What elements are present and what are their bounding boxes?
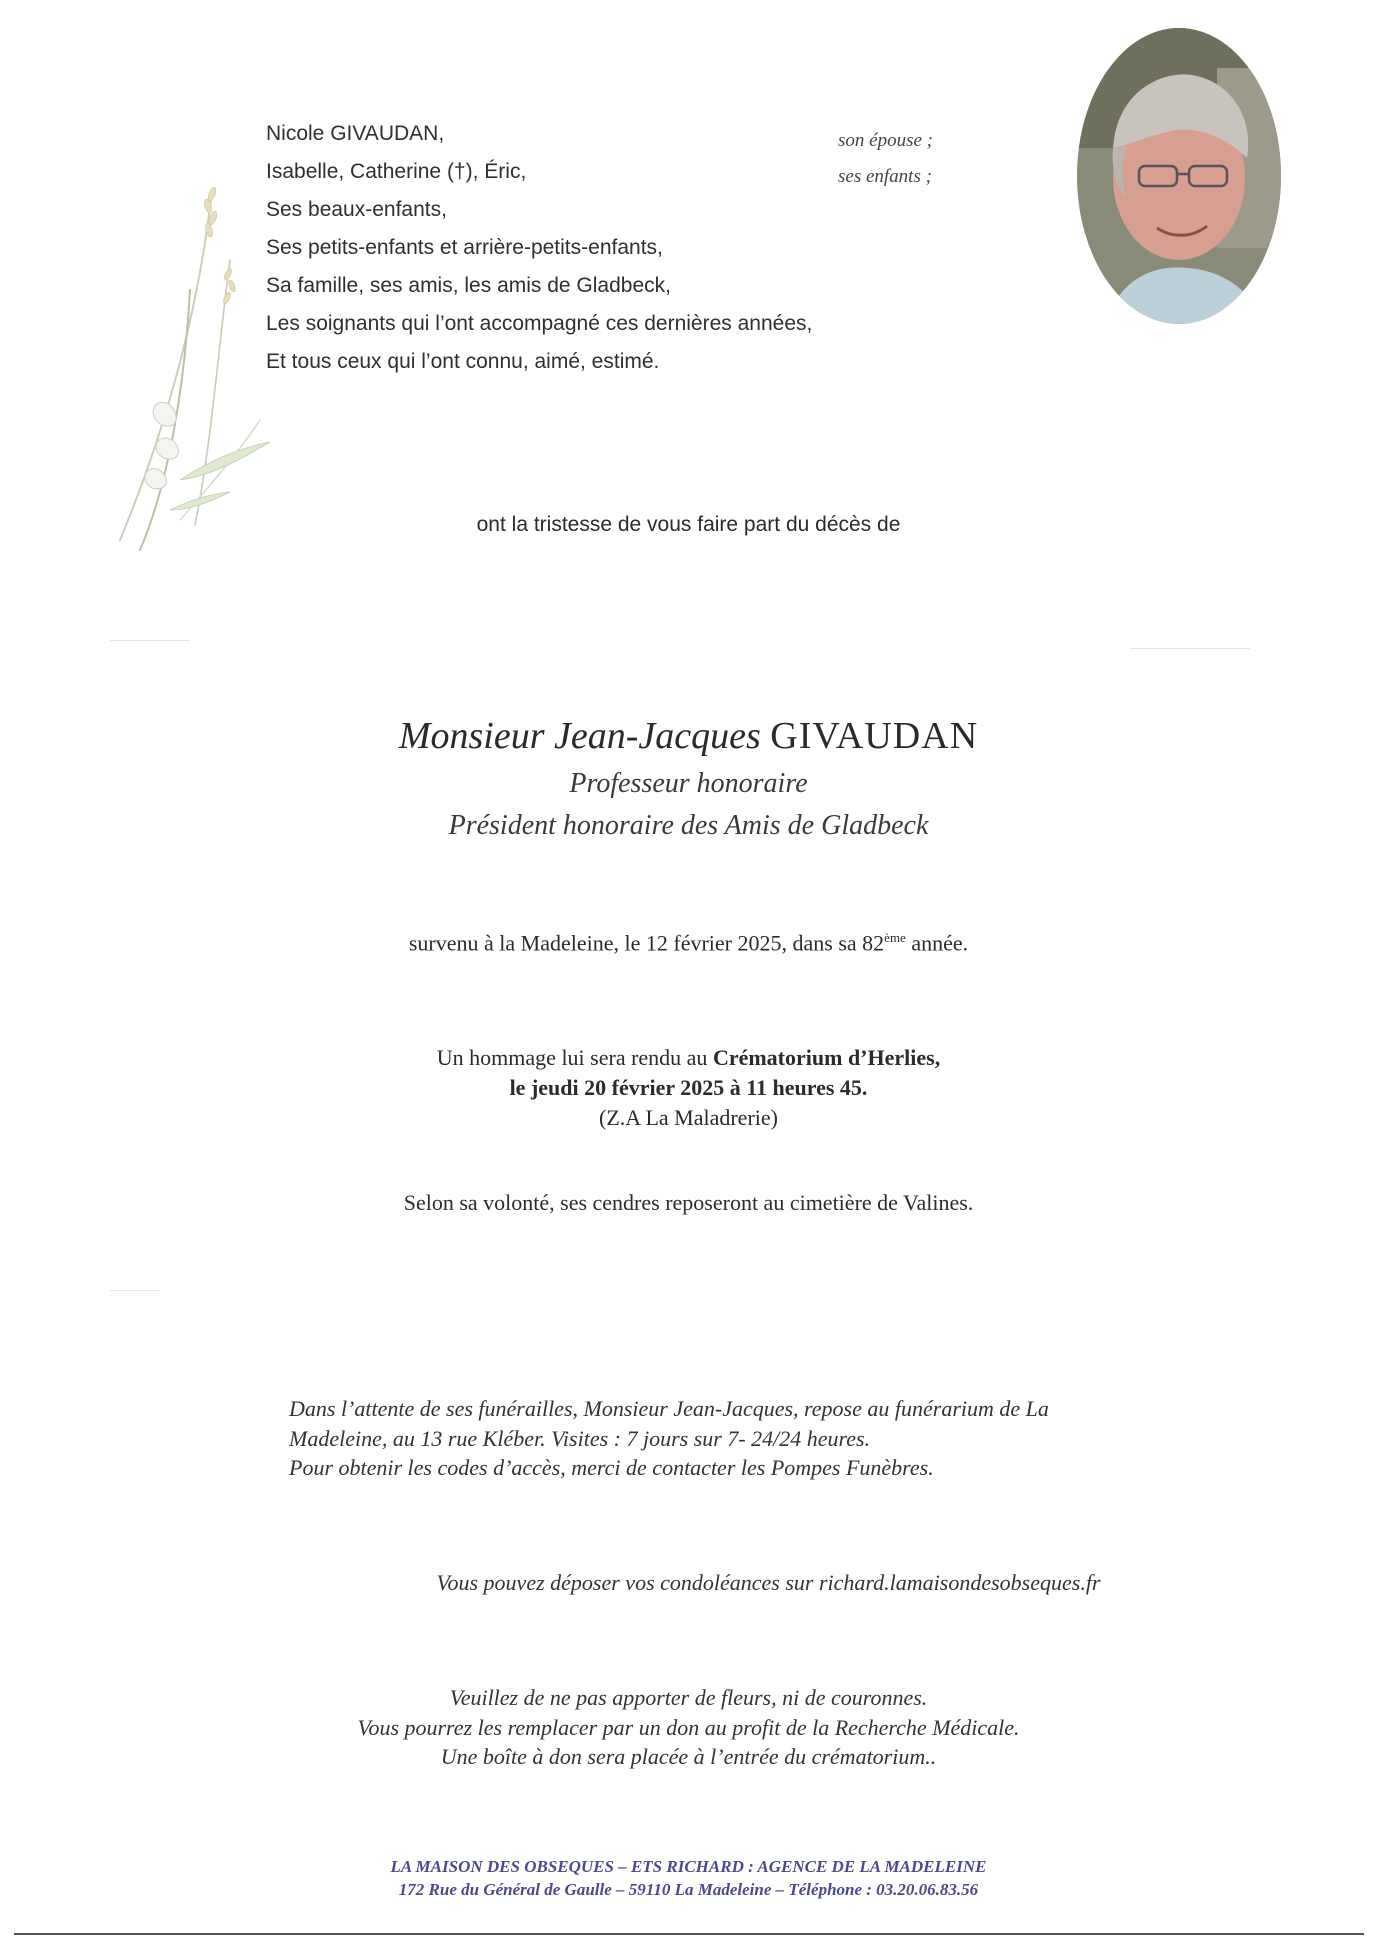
ashes-text: Selon sa volonté, ses cendres reposeront au cimetière de Valines.: [403, 1190, 974, 1215]
family-line: Sa famille, ses amis, les amis de Gladbeck,: [266, 274, 671, 297]
funeral-home-address: 172 Rue du Général de Gaulle – 59110 La Madeleine – Téléphone : 03.20.06.83.56: [398, 1880, 979, 1899]
divider: [1130, 648, 1250, 649]
family-line: Les soignants qui l’ont accompagné ces dernières années,: [266, 312, 813, 335]
wheat-lily-decoration-icon: [100, 180, 290, 560]
waiting-line: Madeleine, au 13 rue Kléber. Visites : 7 jours sur 7- 24/24 heures.: [289, 1426, 871, 1451]
death-info: [0, 930, 1377, 956]
family-line: Isabelle, Catherine (†), Éric,: [266, 160, 527, 183]
death-ordinal-suffix: ème: [884, 930, 906, 945]
role-spouse: son épouse ;: [838, 130, 933, 151]
family-line: Nicole GIVAUDAN,: [266, 122, 445, 145]
ceremony-intro: Un hommage lui sera rendu au: [436, 1045, 713, 1070]
condolences-text: Vous pouvez déposer vos condoléances sur richard.lamaisondesobseques.fr: [436, 1570, 1101, 1595]
deceased-name-prefix: Monsieur Jean-Jacques: [398, 715, 761, 757]
role-children: ses enfants ;: [838, 166, 932, 187]
death-text: survenu à la Madeleine, le 12 février 2025, dans sa 82: [408, 930, 885, 956]
funeral-home-name: LA MAISON DES OBSEQUES – ETS RICHARD : AGENCE DE LA MADELEINE: [390, 1857, 987, 1876]
announcement-text: ont la tristesse de vous faire part du décès de: [476, 513, 901, 536]
death-text-end: année.: [905, 930, 969, 956]
portrait-image-icon: [1077, 28, 1281, 324]
waiting-line: Pour obtenir les codes d’accès, merci de contacter les Pompes Funèbres.: [289, 1455, 934, 1480]
family-line: Ses petits-enfants et arrière-petits-enfants,: [266, 236, 663, 259]
ceremony-address: (Z.A La Maladrerie): [599, 1105, 778, 1130]
deceased-surname: GIVAUDAN: [770, 715, 979, 757]
ceremony-place: Crématorium d’Herlies,: [712, 1045, 941, 1070]
deceased-title-2: Président honoraire des Amis de Gladbeck: [448, 810, 929, 841]
family-line: Ses beaux-enfants,: [266, 198, 447, 221]
waiting-line: Dans l’attente de ses funérailles, Monsieur Jean-Jacques, repose au funérarium de La: [289, 1396, 1049, 1421]
bottom-rule: [14, 1933, 1364, 1935]
divider: [110, 1290, 160, 1291]
deceased-title-1: Professeur honoraire: [569, 768, 808, 799]
portrait-photo: [1077, 28, 1281, 324]
ceremony-line-1: [0, 1045, 1377, 1071]
family-line: Et tous ceux qui l’ont connu, aimé, estimé.: [266, 350, 660, 373]
divider: [110, 640, 190, 641]
ceremony-date: le jeudi 20 février 2025 à 11 heures 45.: [509, 1075, 868, 1100]
flowers-line: Vous pourrez les remplacer par un don au profit de la Recherche Médicale.: [357, 1715, 1020, 1740]
flowers-line: Veuillez de ne pas apporter de fleurs, ni de couronnes.: [449, 1685, 928, 1710]
deceased-name: [0, 714, 1377, 758]
flowers-line: Une boîte à don sera placée à l’entrée du crématorium..: [440, 1744, 937, 1769]
